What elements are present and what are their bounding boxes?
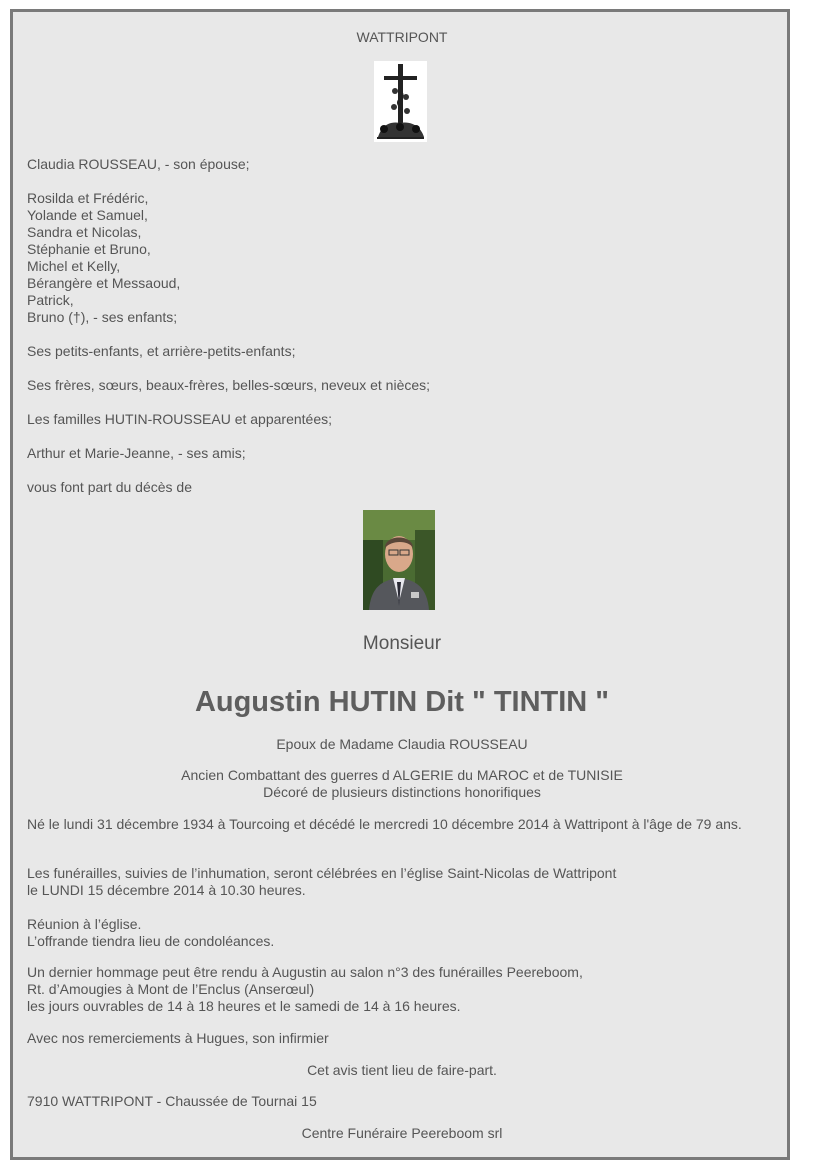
- deceased-name: Augustin HUTIN Dit " TINTIN ": [194, 686, 610, 718]
- meeting-block: [27, 916, 777, 950]
- birth-death-line: Né le lundi 31 décembre 1934 à Tourcoing et décédé le mercredi 10 décembre 2014 à Wattripont à l'âge de 79 ans.: [27, 816, 742, 832]
- meeting-line: Réunion à l’église.: [27, 916, 142, 932]
- child-item: Patrick,: [27, 292, 74, 308]
- spouse-of-line: Epoux de Madame Claudia ROUSSEAU: [276, 736, 528, 752]
- friends-line: Arthur et Marie-Jeanne, - ses amis;: [27, 445, 246, 461]
- deceased-title: Monsieur: [362, 633, 442, 654]
- ceremony-block: [27, 865, 777, 899]
- child-item: Sandra et Nicolas,: [27, 224, 142, 240]
- tribute-line: Un dernier hommage peut être rendu à Augustin au salon n°3 des funérailles Peereboom,: [27, 964, 583, 980]
- child-item: Rosilda et Frédéric,: [27, 190, 149, 206]
- spouse-line: Claudia ROUSSEAU, - son épouse;: [27, 156, 250, 172]
- location-header: WATTRIPONT: [356, 29, 448, 45]
- child-item: Bérangère et Messaoud,: [27, 275, 181, 291]
- decorations-line: Décoré de plusieurs distinctions honorifiques: [263, 784, 541, 800]
- child-item: Bruno (†), - ses enfants;: [27, 309, 178, 325]
- siblings-line: Ses frères, sœurs, beaux-frères, belles-sœurs, neveux et nièces;: [27, 377, 431, 393]
- obituary-card: [10, 9, 790, 1160]
- grandchildren-line: Ses petits-enfants, et arrière-petits-enfants;: [27, 343, 296, 359]
- tribute-line: les jours ouvrables de 14 à 18 heures et le samedi de 14 à 16 heures.: [27, 998, 461, 1014]
- address-line: 7910 WATTRIPONT - Chaussée de Tournai 15: [27, 1093, 317, 1109]
- tribute-block: [27, 964, 777, 1015]
- child-item: Michel et Kelly,: [27, 258, 121, 274]
- funeral-home-line: Centre Funéraire Peereboom srl: [301, 1125, 503, 1141]
- notice-line: Cet avis tient lieu de faire-part.: [307, 1062, 497, 1078]
- tribute-line: Rt. d’Amougies à Mont de l’Enclus (Anserœul): [27, 981, 315, 997]
- meeting-line: L’offrande tiendra lieu de condoléances.: [27, 933, 275, 949]
- portrait-photo: [363, 510, 435, 610]
- veteran-line: Ancien Combattant des guerres d ALGERIE du MAROC et de TUNISIE: [181, 767, 623, 783]
- ceremony-line: le LUNDI 15 décembre 2014 à 10.30 heures.: [27, 882, 306, 898]
- child-item: Yolande et Samuel,: [27, 207, 148, 223]
- announce-line: vous font part du décès de: [27, 479, 192, 495]
- families-line: Les familles HUTIN-ROUSSEAU et apparentées;: [27, 411, 332, 427]
- child-item: Stéphanie et Bruno,: [27, 241, 151, 257]
- ceremony-line: Les funérailles, suivies de l’inhumation, seront célébrées en l’église Saint-Nicolas de Wattripont: [27, 865, 617, 881]
- cross-icon: [374, 61, 427, 142]
- thanks-line: Avec nos remerciements à Hugues, son infirmier: [27, 1030, 329, 1046]
- children-list: [27, 190, 777, 326]
